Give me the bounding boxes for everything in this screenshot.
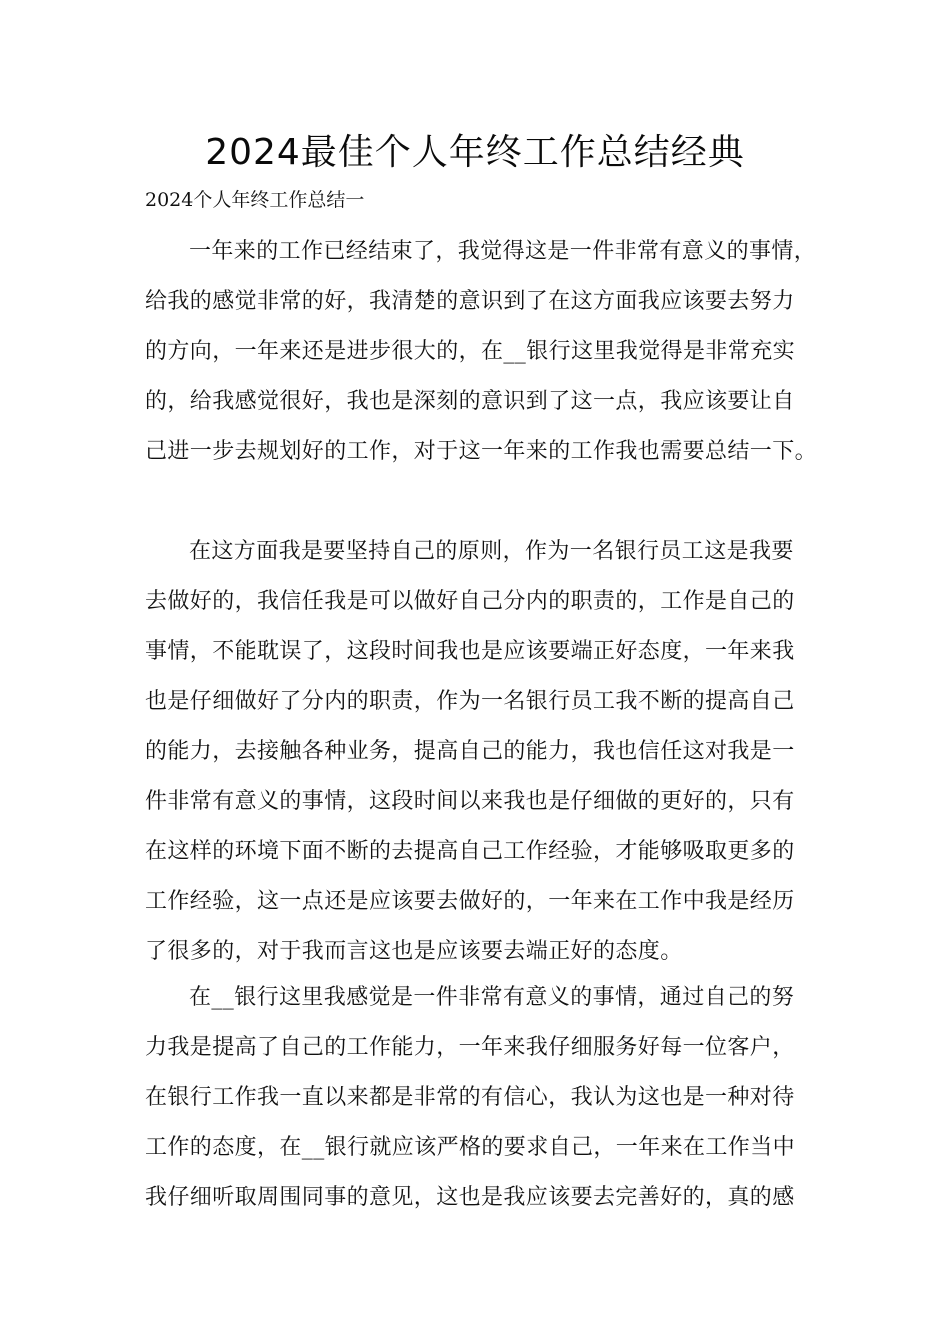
paragraph-line: 一年来的工作已经结束了，我觉得这是一件非常有意义的事情， <box>189 239 817 264</box>
paragraph-line: 的，给我感觉很好，我也是深刻的意识到了这一点，我应该要让自 <box>145 389 795 414</box>
paragraph-3 <box>145 973 805 1223</box>
paragraph-line: 给我的感觉非常的好，我清楚的意识到了在这方面我应该要去努力 <box>145 289 795 314</box>
paragraph-line: 工作的态度，在__银行就应该严格的要求自己，一年来在工作当中 <box>145 1135 796 1160</box>
paragraph-line: 去做好的，我信任我是可以做好自己分内的职责的，工作是自己的 <box>145 589 795 614</box>
paragraph-line: 件非常有意义的事情，这段时间以来我也是仔细做的更好的，只有 <box>145 789 795 814</box>
paragraph-line: 在银行工作我一直以来都是非常的有信心，我认为这也是一种对待 <box>145 1085 795 1110</box>
paragraph-line: 在这样的环境下面不断的去提高自己工作经验，才能够吸取更多的 <box>145 839 795 864</box>
paragraph-2 <box>145 527 805 977</box>
paragraph-line: 力我是提高了自己的工作能力，一年来我仔细服务好每一位客户， <box>145 1035 795 1060</box>
paragraph-line: 在这方面我是要坚持自己的原则，作为一名银行员工这是我要 <box>189 539 794 564</box>
document-title: 2024最佳个人年终工作总结经典 <box>205 132 745 173</box>
paragraph-line: 我仔细听取周围同事的意见，这也是我应该要去完善好的，真的感 <box>145 1185 795 1210</box>
section-heading: 2024个人年终工作总结一 <box>145 189 365 211</box>
paragraph-line: 己进一步去规划好的工作，对于这一年来的工作我也需要总结一下。 <box>145 439 818 464</box>
paragraph-1 <box>145 227 818 477</box>
paragraph-line: 工作经验，这一点还是应该要去做好的，一年来在工作中我是经历 <box>145 889 795 914</box>
paragraph-line: 的能力，去接触各种业务，提高自己的能力，我也信任这对我是一 <box>145 739 795 764</box>
paragraph-line: 了很多的，对于我而言这也是应该要去端正好的态度。 <box>145 939 683 964</box>
paragraph-line: 在__银行这里我感觉是一件非常有意义的事情，通过自己的努 <box>189 985 795 1010</box>
paragraph-line: 的方向，一年来还是进步很大的，在__银行这里我觉得是非常充实 <box>145 339 796 364</box>
paragraph-line: 也是仔细做好了分内的职责，作为一名银行员工我不断的提高自己 <box>145 689 795 714</box>
paragraph-line: 事情，不能耽误了，这段时间我也是应该要端正好态度，一年来我 <box>145 639 795 664</box>
